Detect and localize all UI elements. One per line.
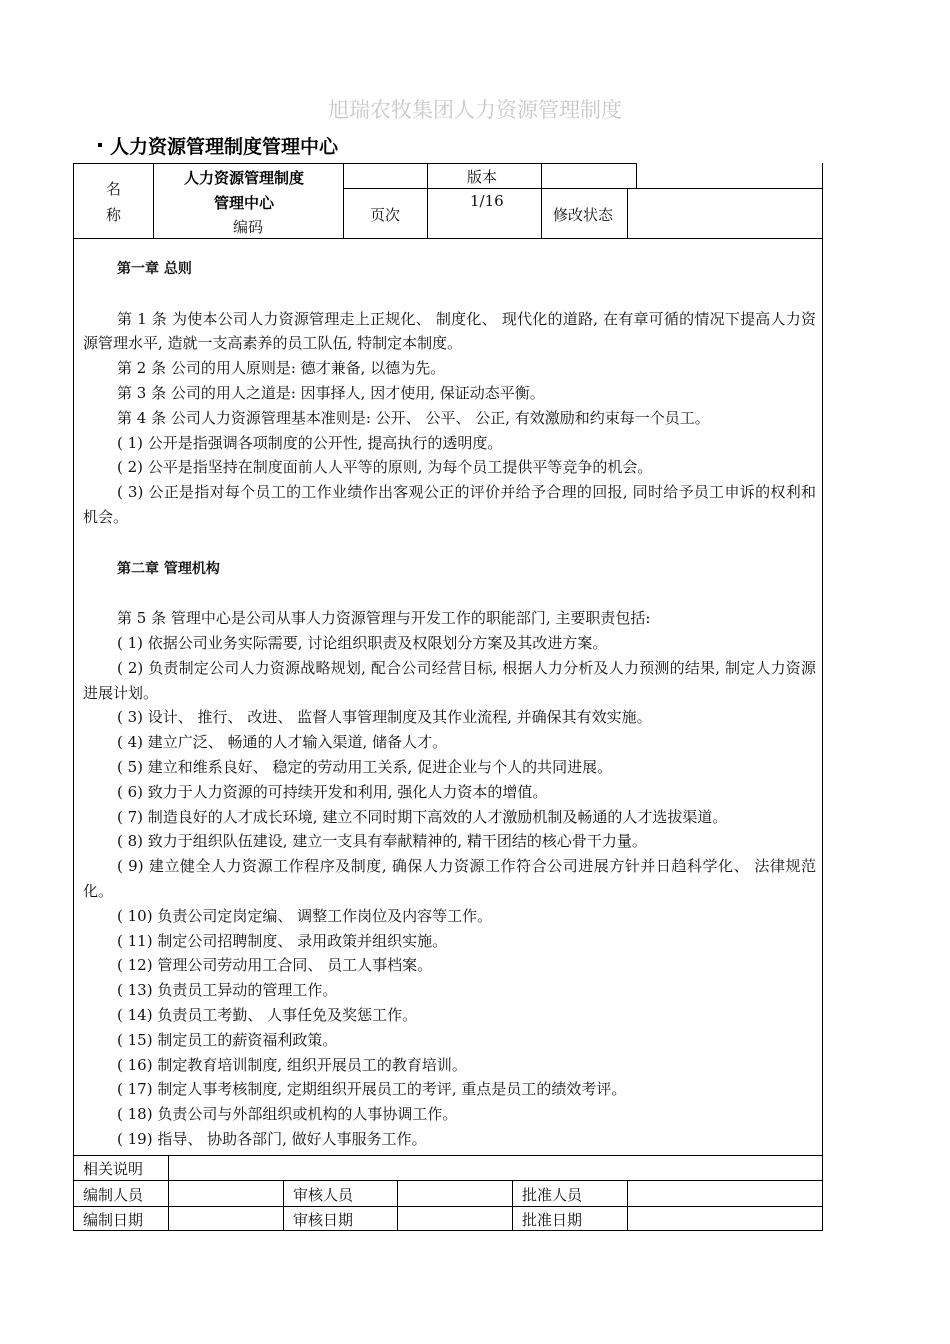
duty-item: ( 7) 制造良好的人才成长环境, 建立不同时期下高效的人才激励机制及畅通的人才选拔渠道。 bbox=[117, 807, 728, 826]
duty-item: ( 18) 负责公司与外部组织或机构的人事协调工作。 bbox=[117, 1105, 458, 1124]
header-col-4 bbox=[541, 163, 542, 238]
document-body bbox=[83, 255, 816, 1152]
duty-item: ( 5) 建立和维系良好、 稳定的劳动用工关系, 促进企业与个人的共同进展。 bbox=[117, 757, 613, 776]
article-5: 第 5 条 管理中心是公司从事人力资源管理与开发工作的职能部门, 主要职责包括: bbox=[117, 609, 651, 628]
duty-item: ( 8) 致力于组织队伍建设, 建立一支具有奉献精神的, 精干团结的核心骨干力量。 bbox=[117, 832, 647, 851]
code-label: 编码 bbox=[233, 218, 264, 236]
footer-col-1 bbox=[168, 1155, 169, 1231]
section-heading bbox=[98, 132, 338, 159]
document-title: 旭瑞农牧集团人力资源管理制度 bbox=[328, 98, 622, 122]
duty-item: ( 6) 致力于人力资源的可持续开发和利用, 强化人力资本的增值。 bbox=[117, 782, 548, 801]
duty-item: ( 3) 设计、 推行、 改进、 监督人事管理制度及其作业流程, 并确保其有效实施。 bbox=[117, 708, 652, 727]
name-value-line-2: 管理中心 bbox=[214, 194, 275, 212]
header-col-1 bbox=[153, 163, 154, 238]
footer-col-5 bbox=[627, 1180, 628, 1231]
chapter-1-title: 第一章 总则 bbox=[117, 261, 192, 277]
header-col-2 bbox=[343, 163, 344, 238]
name-label-1: 名 bbox=[106, 180, 122, 198]
duty-item: ( 2) 负责制定公司人力资源战略规划, 配合公司经营目标, 根据人力分析及人力预测的结果, 制定人力资源进展计划。 bbox=[83, 658, 816, 702]
approved-date-label: 批准日期 bbox=[522, 1211, 583, 1229]
name-label-2: 称 bbox=[106, 206, 122, 224]
duty-item: ( 12) 管理公司劳动用工合同、 员工人事档案。 bbox=[117, 956, 433, 975]
footer-mid-rule-2 bbox=[73, 1206, 823, 1207]
article-3: 第 3 条 公司的用人之道是: 因事择人, 因才使用, 保证动态平衡。 bbox=[117, 383, 545, 402]
version-label: 版本 bbox=[467, 168, 498, 186]
duty-item: ( 17) 制定人事考核制度, 定期组织开展员工的考评, 重点是员工的绩效考评。 bbox=[117, 1080, 627, 1099]
footer-top-rule bbox=[73, 1155, 823, 1156]
duty-item: ( 4) 建立广泛、 畅通的人才输入渠道, 储备人才。 bbox=[117, 733, 448, 752]
revision-label: 修改状态 bbox=[553, 206, 614, 224]
prepared-by-label: 编制人员 bbox=[83, 1186, 144, 1204]
chapter-2-title: 第二章 管理机构 bbox=[117, 560, 220, 577]
duty-item: ( 15) 制定员工的薪资福利政策。 bbox=[117, 1030, 338, 1049]
footer-col-3 bbox=[397, 1180, 398, 1231]
name-value-line-1: 人力资源管理制度 bbox=[184, 169, 305, 187]
article-4-item-1: ( 1) 公开是指强调各项制度的公开性, 提高执行的透明度。 bbox=[117, 433, 503, 452]
duty-item: ( 14) 负责员工考勤、 人事任免及奖惩工作。 bbox=[117, 1005, 418, 1024]
article-2: 第 2 条 公司的用人原则是: 德才兼备, 以德为先。 bbox=[117, 359, 446, 378]
prepared-date-label: 编制日期 bbox=[83, 1211, 144, 1229]
footer-mid-rule-1 bbox=[73, 1180, 823, 1181]
article-1: 第 1 条 为使本公司人力资源管理走上正规化、 制度化、 现代化的道路, 在有章可循的情况下提高人力资源管理水平, 造就一支高素养的员工队伍, 特制定本制度。 bbox=[83, 309, 816, 353]
article-4: 第 4 条 公司人力资源管理基本准则是: 公开、 公平、 公正, 有效激励和约束每一个员工。 bbox=[117, 408, 710, 427]
page-value: 1/16 bbox=[470, 192, 504, 210]
article-4-item-3: ( 3) 公正是指对每个员工的工作业绩作出客观公正的评价并给予合理的回报, 同时给予员工申诉的权利和机会。 bbox=[83, 483, 816, 526]
duty-item: ( 19) 指导、 协助各部门, 做好人事服务工作。 bbox=[117, 1129, 427, 1148]
duty-item: ( 13) 负责员工异动的管理工作。 bbox=[117, 981, 338, 1000]
reviewed-date-label: 审核日期 bbox=[293, 1211, 354, 1229]
duty-item: ( 1) 依据公司业务实际需要, 讨论组织职责及权限划分方案及其改进方案。 bbox=[117, 633, 608, 652]
duty-item: ( 16) 制定教育培训制度, 组织开展员工的教育培训。 bbox=[117, 1055, 467, 1074]
footer-col-2 bbox=[283, 1180, 284, 1231]
reviewed-by-label: 审核人员 bbox=[293, 1186, 354, 1204]
bullet-icon bbox=[98, 143, 102, 147]
header-mid-rule bbox=[343, 188, 823, 189]
duty-item: ( 10) 负责公司定岗定编、 调整工作岗位及内容等工作。 bbox=[117, 906, 493, 925]
spacer bbox=[83, 530, 816, 555]
approved-by-label: 批准人员 bbox=[522, 1186, 583, 1204]
section-heading-text: 人力资源管理制度管理中心 bbox=[110, 136, 339, 158]
spacer bbox=[83, 581, 816, 606]
header-col-3 bbox=[427, 163, 428, 238]
spacer bbox=[83, 282, 816, 307]
page-label: 页次 bbox=[370, 206, 401, 224]
notes-label: 相关说明 bbox=[83, 1160, 144, 1178]
header-bottom-rule bbox=[73, 238, 823, 239]
header-col-5 bbox=[627, 188, 628, 238]
duty-item: ( 11) 制定公司招聘制度、 录用政策并组织实施。 bbox=[117, 931, 448, 950]
duty-item: ( 9) 建立健全人力资源工作程序及制度, 确保人力资源工作符合公司进展方针并日趋科学化、 法律规范化。 bbox=[83, 857, 816, 900]
footer-col-4 bbox=[512, 1180, 513, 1231]
article-4-item-2: ( 2) 公平是指坚持在制度面前人人平等的原则, 为每个员工提供平等竞争的机会。 bbox=[117, 458, 653, 477]
